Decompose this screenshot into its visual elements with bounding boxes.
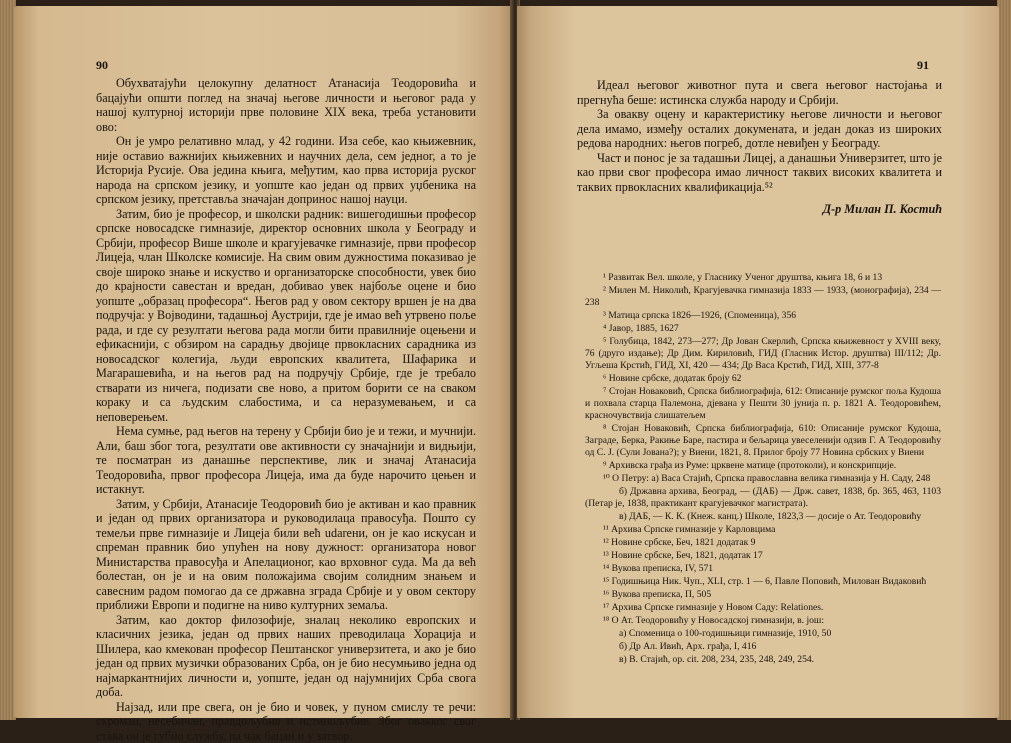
- footnote: ⁷ Стојан Новаковић, Српска библиографија, 612: Описаније румског поља Кудоша и похвала старца Палемона, дјевана у Пешти 30 јунија п. р. 1821 А. Теодоровићем, красночувствија слишатељем: [585, 386, 941, 422]
- left-page: [14, 6, 514, 718]
- page-number-right: 91: [917, 58, 929, 73]
- footnote: ² Милен М. Николић, Крагујевачка гимназија 1833 — 1933, (монографија), 234 — 238: [585, 285, 941, 309]
- right-page-text: [577, 78, 942, 217]
- footnote: ¹¹ Архива Српске гимназије у Карловцима: [585, 524, 941, 536]
- footnote: б) Државна архива, Београд, — (ДАБ) — Држ. савет, 1838, бр. 365, 463, 1103 (Петар је, 1838, практикант крагујевачког магистрата).: [585, 486, 941, 510]
- footnote: ¹⁴ Вукова преписка, IV, 571: [585, 563, 941, 575]
- footnote: а) Споменица о 100-годишњици гимназије, 1910, 50: [585, 628, 941, 640]
- paragraph: Најзад, или пре свега, он је био и човек, у пуном смислу тe речи: скроман, несебичан, правдољубив и истинољубив. Због овакког свог става он је губио службу, па чак бацан и у затвор.: [96, 700, 476, 743]
- paragraph: Затим, у Србији, Атанасије Теодоровић био је активан и као правник и један од првих организатора и руководилаца правосуђа. Пошто су темељи прве гимназије и Лицеја били већ udarени, он је као искусан и спреман правник био упућен на нову дужност: организатора новог Министарства правосуђа и Апелационог, као врховног суда. Ма да већ болестан, он је и на овим положајима својим солидним знањем и савесним радом помогао да се државна зграда Србије и у овом сектору приближи Европи и подигне на ниво културних земаља.: [96, 497, 476, 613]
- paragraph: Он је умро релативно млад, у 42 години. Иза себе, као књижевник, није оставио важнијих књижевних и научних дела, сем једног, а то је Историја Русије. Ова једина књига, међутим, као прва историја руског народа на српском језику, и уопште као један од првих уџбеника на српском језику, претставља значајан допринос нашој науци.: [96, 134, 476, 207]
- footnote: ³ Матица српска 1826—1926, (Споменица), 356: [585, 310, 941, 322]
- footnote: ⁸ Стојан Новаковић, Српска библиографија, 610: Описаније румског Кудоша, Заграде, Берка, Ракиње Баре, пастира и бељарица увеселенији одзив Г. А Теодоровићу од С. Ј. (Сули Јована?); у Виени, 1821, 8. Прилог броју 77 Новина србских у Виени: [585, 423, 941, 459]
- footnote: ¹² Новине србске, Беч, 1821 додатак 9: [585, 537, 941, 549]
- paragraph: Част и понос је за тадашњи Лицеј, а данашњи Универзитет, што је као први свог професора имао личност таквих високих квалитета и таквих првокласних квалификација.⁵²: [577, 151, 942, 195]
- footnote: ¹⁵ Годишњица Ник. Чуп., XLI, стр. 1 — 6, Павле Поповић, Милован Видаковић: [585, 576, 941, 588]
- paragraph: Затим, био је професор, и школски радник: вишегодишњи професор српске новосадске гимназије, директор основних школа у Београду и Србији, професор Више школе и крагујевачке гимназије, први професор Лицеја, члан Школске комисије. На свим овим дужностима показивао је своје широко знање и искуство и организаторске способности, увек био до крајности савестан и вредан, добивао увек најбоље оцене и био уопште „образац професора“. Његов рад у овом сектору вршен је на два подручја: у Војводини, тадашњој Аустрији, где је имао већ утрвено поље рада, и где су резултати његова рада могли бити правилније оцењени и ефикаснији, с обзиром на сарадњу двојице првокласних сарадника из новосадског колегија, људи европских квалитета, Шафарика и Магарашевића, и на његов рад на подручју Србије, где је требало стварати из ничега, подизати све ново, а притом борити се на сваком кораку и са људским слабостима, и са неразумевањем, и са неповерењем.: [96, 207, 476, 425]
- footnote: ¹⁷ Архива Српске гимназије у Новом Саду: Relationes.: [585, 602, 941, 614]
- paragraph: Нема сумње, рад његов на терену у Србији био је и тежи, и мучнији. Али, баш због тога, резултати ове активности су значајнији и видњији, те посматран из данашње перспективе, лик и значај Атанасија Теодоровића, првог професора Лицеја, има да буде нарочито цењен и истакнут.: [96, 424, 476, 497]
- paragraph: Идеал његовог животног пута и свега његовог настојања и прегнућа беше: истинска служба народу и Србији.: [577, 78, 942, 107]
- footnote: в) В. Стајић, op. cit. 208, 234, 235, 248, 249, 254.: [585, 654, 941, 666]
- footnote: ⁶ Новине србске, додатак броју 62: [585, 373, 941, 385]
- footnotes: [585, 272, 941, 667]
- paragraph: Затим, као доктор филозофије, зналац неколико европских и класичних језика, један од првих наших преводилаца Хорација и Шилера, као кмекован професор Пештанског универзитета, и ако је био један од првих музички образованих Срба, он је био несумњиво једна од најмаркантнијих личности и, уопште, један од најумнијих Срба свога доба.: [96, 613, 476, 700]
- footnote: ¹ Развитак Вел. школе, у Гласнику Ученог друштва, књига 18, 6 и 13: [585, 272, 941, 284]
- footnote: ¹⁰ О Петру: а) Васа Стајић, Српска православна велика гимназија у Н. Саду, 248: [585, 473, 941, 485]
- footnote: ⁹ Архивска грађа из Руме: црквене матице (протоколи), и конскрипције.: [585, 460, 941, 472]
- footnote: ¹³ Новине србске, Беч, 1821, додатак 17: [585, 550, 941, 562]
- book-edge-right: [997, 0, 1011, 720]
- footnote: ⁵ Голубица, 1842, 273—277; Др Јован Скерлић, Српска књижевност у XVIII веку, 76 (друго издање); Др Дим. Кириловић, ГИД (Гласник Истор. друштва) III/112; Др. Угљеша Крстић, ГИД, XI, 420 — 434; Др Васа Крстић, ГИД, XIII, 377-8: [585, 336, 941, 372]
- author-signature: Д-р Милан П. Костић: [577, 202, 942, 217]
- right-page: [517, 6, 999, 718]
- footnote: ¹⁶ Вукова преписка, П, 505: [585, 589, 941, 601]
- footnote: ¹⁸ О Ат. Теодоровићу у Новосадској гимназији, в. још:: [585, 615, 941, 627]
- footnote: б) Др Ал. Ивић, Арх. грађа, I, 416: [585, 641, 941, 653]
- paragraph: За овакву оцену и карактеристику његове личности и његовог дела имамо, између осталих докумената, и један доказ из широких редова народних: његов погреб, дотле невиђен у Београду.: [577, 107, 942, 151]
- left-page-text: [96, 76, 476, 743]
- footnote: в) ДАБ, — К. К. (Кнеж. канц.) Школе, 1823,3 — досије о Ат. Теодоровићу: [585, 511, 941, 523]
- page-number-left: 90: [96, 58, 108, 73]
- footnote: ⁴ Јавор, 1885, 1627: [585, 323, 941, 335]
- paragraph: Обухватајући целокупну делатност Атанасија Теодоровића и бацајући општи поглед на значај његове личности и његовог рада у нашој културној историји прве половине XIX века, треба установити ово:: [96, 76, 476, 134]
